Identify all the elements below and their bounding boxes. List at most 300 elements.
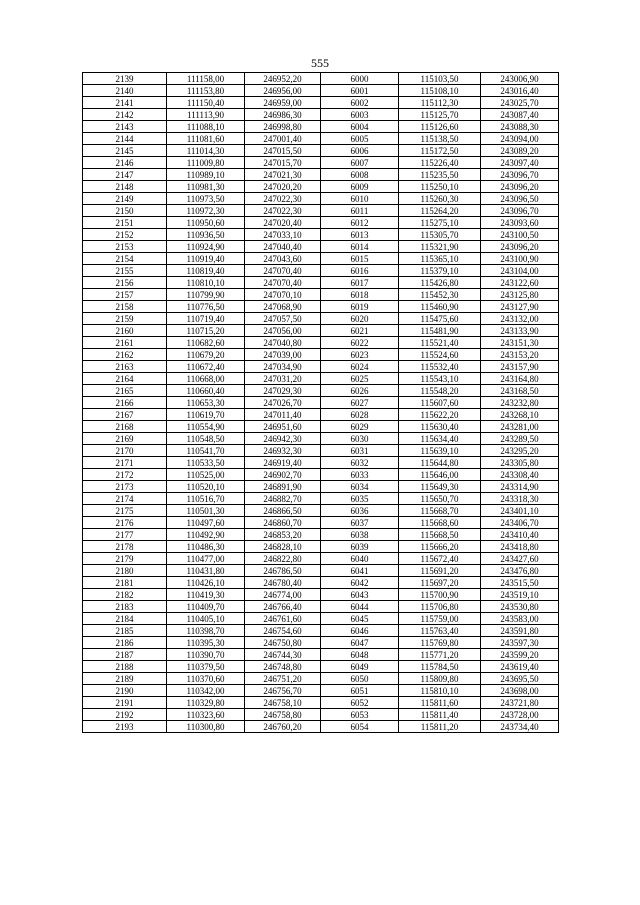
- point-number-right: 6016: [321, 265, 399, 277]
- table-row: [83, 385, 559, 397]
- point-number-left: 2172: [83, 469, 167, 481]
- point-number-right: 6024: [321, 361, 399, 373]
- point-number-right: 6020: [321, 313, 399, 325]
- point-number-right: 6005: [321, 133, 399, 145]
- x-coordinate-left: 111113,90: [167, 109, 245, 121]
- x-coordinate-right: 115264,20: [399, 205, 481, 217]
- x-coordinate-left: 110541,70: [167, 445, 245, 457]
- x-coordinate-left: 110719,40: [167, 313, 245, 325]
- point-number-right: 6028: [321, 409, 399, 421]
- x-coordinate-left: 110520,10: [167, 481, 245, 493]
- table-row: [83, 601, 559, 613]
- table-row: [83, 157, 559, 169]
- point-number-left: 2151: [83, 217, 167, 229]
- y-coordinate-right: 243096,20: [481, 181, 559, 193]
- y-coordinate-right: 243151,30: [481, 337, 559, 349]
- x-coordinate-right: 115666,20: [399, 541, 481, 553]
- x-coordinate-left: 110370,60: [167, 673, 245, 685]
- table-row: [83, 637, 559, 649]
- table-row: [83, 445, 559, 457]
- point-number-left: 2179: [83, 553, 167, 565]
- point-number-right: 6029: [321, 421, 399, 433]
- x-coordinate-left: 110419,30: [167, 589, 245, 601]
- y-coordinate-right: 243094,00: [481, 133, 559, 145]
- y-coordinate-right: 243418,80: [481, 541, 559, 553]
- table-row: [83, 337, 559, 349]
- y-coordinate-left: 247068,90: [245, 301, 321, 313]
- y-coordinate-right: 243599,20: [481, 649, 559, 661]
- table-row: [83, 121, 559, 133]
- table-row: [83, 109, 559, 121]
- table-row: [83, 145, 559, 157]
- table-row: [83, 181, 559, 193]
- y-coordinate-right: 243318,30: [481, 493, 559, 505]
- y-coordinate-right: 243096,50: [481, 193, 559, 205]
- point-number-right: 6015: [321, 253, 399, 265]
- y-coordinate-right: 243410,40: [481, 529, 559, 541]
- y-coordinate-left: 247040,80: [245, 337, 321, 349]
- y-coordinate-right: 243734,40: [481, 721, 559, 733]
- x-coordinate-right: 115235,50: [399, 169, 481, 181]
- y-coordinate-left: 246758,10: [245, 697, 321, 709]
- y-coordinate-right: 243093,60: [481, 217, 559, 229]
- point-number-left: 2147: [83, 169, 167, 181]
- x-coordinate-left: 110426,10: [167, 577, 245, 589]
- x-coordinate-right: 115630,40: [399, 421, 481, 433]
- y-coordinate-right: 243016,40: [481, 85, 559, 97]
- point-number-left: 2185: [83, 625, 167, 637]
- page-number: 555: [311, 56, 329, 70]
- x-coordinate-left: 110477,00: [167, 553, 245, 565]
- point-number-left: 2149: [83, 193, 167, 205]
- x-coordinate-right: 115607,60: [399, 397, 481, 409]
- x-coordinate-right: 115103,50: [399, 73, 481, 85]
- point-number-right: 6026: [321, 385, 399, 397]
- x-coordinate-right: 115668,50: [399, 529, 481, 541]
- y-coordinate-left: 246754,60: [245, 625, 321, 637]
- x-coordinate-right: 115260,30: [399, 193, 481, 205]
- x-coordinate-right: 115379,10: [399, 265, 481, 277]
- y-coordinate-right: 243401,10: [481, 505, 559, 517]
- x-coordinate-right: 115784,50: [399, 661, 481, 673]
- point-number-right: 6000: [321, 73, 399, 85]
- coordinates-table-body: [83, 73, 559, 733]
- table-row: [83, 253, 559, 265]
- point-number-right: 6014: [321, 241, 399, 253]
- y-coordinate-left: 246853,20: [245, 529, 321, 541]
- point-number-left: 2150: [83, 205, 167, 217]
- y-coordinate-right: 243232,80: [481, 397, 559, 409]
- x-coordinate-left: 110682,60: [167, 337, 245, 349]
- y-coordinate-left: 246750,80: [245, 637, 321, 649]
- x-coordinate-left: 110501,30: [167, 505, 245, 517]
- x-coordinate-left: 110924,90: [167, 241, 245, 253]
- point-number-left: 2162: [83, 349, 167, 361]
- x-coordinate-right: 115524,60: [399, 349, 481, 361]
- x-coordinate-right: 115622,20: [399, 409, 481, 421]
- point-number-right: 6037: [321, 517, 399, 529]
- point-number-left: 2175: [83, 505, 167, 517]
- x-coordinate-right: 115646,00: [399, 469, 481, 481]
- x-coordinate-left: 110533,50: [167, 457, 245, 469]
- x-coordinate-right: 115811,20: [399, 721, 481, 733]
- point-number-left: 2187: [83, 649, 167, 661]
- x-coordinate-left: 110660,40: [167, 385, 245, 397]
- point-number-left: 2171: [83, 457, 167, 469]
- point-number-left: 2180: [83, 565, 167, 577]
- point-number-left: 2140: [83, 85, 167, 97]
- table-row: [83, 673, 559, 685]
- x-coordinate-left: 110329,80: [167, 697, 245, 709]
- y-coordinate-left: 246952,20: [245, 73, 321, 85]
- x-coordinate-left: 110516,70: [167, 493, 245, 505]
- y-coordinate-left: 247001,40: [245, 133, 321, 145]
- y-coordinate-left: 246866,50: [245, 505, 321, 517]
- y-coordinate-right: 243100,90: [481, 253, 559, 265]
- table-row: [83, 493, 559, 505]
- point-number-right: 6044: [321, 601, 399, 613]
- point-number-left: 2155: [83, 265, 167, 277]
- y-coordinate-left: 246822,80: [245, 553, 321, 565]
- table-row: [83, 133, 559, 145]
- point-number-right: 6001: [321, 85, 399, 97]
- x-coordinate-left: 110799,90: [167, 289, 245, 301]
- x-coordinate-left: 110492,90: [167, 529, 245, 541]
- point-number-right: 6036: [321, 505, 399, 517]
- point-number-left: 2152: [83, 229, 167, 241]
- x-coordinate-left: 110776,50: [167, 301, 245, 313]
- x-coordinate-left: 110379,50: [167, 661, 245, 673]
- table-row: [83, 409, 559, 421]
- point-number-right: 6031: [321, 445, 399, 457]
- table-row: [83, 697, 559, 709]
- y-coordinate-left: 246780,40: [245, 577, 321, 589]
- x-coordinate-right: 115250,10: [399, 181, 481, 193]
- x-coordinate-right: 115126,60: [399, 121, 481, 133]
- point-number-left: 2193: [83, 721, 167, 733]
- y-coordinate-left: 246758,80: [245, 709, 321, 721]
- y-coordinate-left: 246774,00: [245, 589, 321, 601]
- y-coordinate-left: 246761,60: [245, 613, 321, 625]
- point-number-left: 2154: [83, 253, 167, 265]
- point-number-right: 6019: [321, 301, 399, 313]
- point-number-right: 6033: [321, 469, 399, 481]
- table-row: [83, 325, 559, 337]
- x-coordinate-left: 111150,40: [167, 97, 245, 109]
- x-coordinate-right: 115460,90: [399, 301, 481, 313]
- point-number-right: 6047: [321, 637, 399, 649]
- y-coordinate-left: 247011,40: [245, 409, 321, 421]
- y-coordinate-left: 246902,70: [245, 469, 321, 481]
- point-number-right: 6008: [321, 169, 399, 181]
- table-row: [83, 205, 559, 217]
- y-coordinate-left: 247070,10: [245, 289, 321, 301]
- point-number-right: 6006: [321, 145, 399, 157]
- y-coordinate-right: 243308,40: [481, 469, 559, 481]
- table-row: [83, 481, 559, 493]
- point-number-left: 2139: [83, 73, 167, 85]
- x-coordinate-right: 115275,10: [399, 217, 481, 229]
- y-coordinate-left: 246828,10: [245, 541, 321, 553]
- y-coordinate-left: 246891,90: [245, 481, 321, 493]
- y-coordinate-right: 243698,00: [481, 685, 559, 697]
- coordinates-table: [82, 72, 559, 733]
- point-number-right: 6004: [321, 121, 399, 133]
- y-coordinate-right: 243519,10: [481, 589, 559, 601]
- x-coordinate-left: 110672,40: [167, 361, 245, 373]
- point-number-left: 2166: [83, 397, 167, 409]
- point-number-right: 6017: [321, 277, 399, 289]
- point-number-left: 2170: [83, 445, 167, 457]
- y-coordinate-right: 243127,90: [481, 301, 559, 313]
- x-coordinate-right: 115697,20: [399, 577, 481, 589]
- y-coordinate-left: 247057,50: [245, 313, 321, 325]
- x-coordinate-left: 111014,30: [167, 145, 245, 157]
- point-number-left: 2190: [83, 685, 167, 697]
- y-coordinate-right: 243597,30: [481, 637, 559, 649]
- point-number-left: 2156: [83, 277, 167, 289]
- table-row: [83, 277, 559, 289]
- point-number-left: 2143: [83, 121, 167, 133]
- y-coordinate-left: 246744,30: [245, 649, 321, 661]
- x-coordinate-right: 115226,40: [399, 157, 481, 169]
- point-number-right: 6021: [321, 325, 399, 337]
- x-coordinate-right: 115112,30: [399, 97, 481, 109]
- y-coordinate-right: 243157,90: [481, 361, 559, 373]
- table-row: [83, 229, 559, 241]
- point-number-left: 2153: [83, 241, 167, 253]
- table-row: [83, 553, 559, 565]
- table-row: [83, 73, 559, 85]
- y-coordinate-right: 243168,50: [481, 385, 559, 397]
- table-row: [83, 529, 559, 541]
- point-number-left: 2159: [83, 313, 167, 325]
- x-coordinate-right: 115672,40: [399, 553, 481, 565]
- table-row: [83, 517, 559, 529]
- y-coordinate-right: 243096,20: [481, 241, 559, 253]
- y-coordinate-right: 243122,60: [481, 277, 559, 289]
- point-number-right: 6009: [321, 181, 399, 193]
- point-number-left: 2168: [83, 421, 167, 433]
- x-coordinate-right: 115649,30: [399, 481, 481, 493]
- x-coordinate-left: 110973,50: [167, 193, 245, 205]
- x-coordinate-right: 115668,70: [399, 505, 481, 517]
- point-number-right: 6039: [321, 541, 399, 553]
- x-coordinate-right: 115452,30: [399, 289, 481, 301]
- y-coordinate-left: 247021,30: [245, 169, 321, 181]
- y-coordinate-left: 246986,30: [245, 109, 321, 121]
- table-row: [83, 661, 559, 673]
- x-coordinate-left: 110486,30: [167, 541, 245, 553]
- point-number-right: 6042: [321, 577, 399, 589]
- table-row: [83, 625, 559, 637]
- point-number-right: 6043: [321, 589, 399, 601]
- y-coordinate-left: 246942,30: [245, 433, 321, 445]
- point-number-left: 2178: [83, 541, 167, 553]
- point-number-right: 6022: [321, 337, 399, 349]
- y-coordinate-left: 246751,20: [245, 673, 321, 685]
- point-number-left: 2158: [83, 301, 167, 313]
- x-coordinate-right: 115634,40: [399, 433, 481, 445]
- x-coordinate-right: 115426,80: [399, 277, 481, 289]
- point-number-left: 2177: [83, 529, 167, 541]
- x-coordinate-right: 115668,60: [399, 517, 481, 529]
- y-coordinate-left: 247034,90: [245, 361, 321, 373]
- y-coordinate-right: 243695,50: [481, 673, 559, 685]
- x-coordinate-right: 115650,70: [399, 493, 481, 505]
- y-coordinate-left: 247031,20: [245, 373, 321, 385]
- point-number-right: 6045: [321, 613, 399, 625]
- y-coordinate-right: 243583,00: [481, 613, 559, 625]
- point-number-right: 6010: [321, 193, 399, 205]
- y-coordinate-right: 243096,70: [481, 205, 559, 217]
- x-coordinate-left: 111088,10: [167, 121, 245, 133]
- x-coordinate-right: 115809,80: [399, 673, 481, 685]
- point-number-left: 2157: [83, 289, 167, 301]
- x-coordinate-left: 110679,20: [167, 349, 245, 361]
- x-coordinate-right: 115543,10: [399, 373, 481, 385]
- point-number-right: 6050: [321, 673, 399, 685]
- y-coordinate-right: 243268,10: [481, 409, 559, 421]
- table-row: [83, 649, 559, 661]
- y-coordinate-right: 243089,20: [481, 145, 559, 157]
- x-coordinate-left: 110300,80: [167, 721, 245, 733]
- y-coordinate-left: 246951,60: [245, 421, 321, 433]
- table-row: [83, 565, 559, 577]
- point-number-right: 6049: [321, 661, 399, 673]
- x-coordinate-left: 110409,70: [167, 601, 245, 613]
- point-number-left: 2184: [83, 613, 167, 625]
- y-coordinate-right: 243125,80: [481, 289, 559, 301]
- x-coordinate-left: 110972,30: [167, 205, 245, 217]
- point-number-right: 6035: [321, 493, 399, 505]
- x-coordinate-left: 110950,60: [167, 217, 245, 229]
- table-row: [83, 613, 559, 625]
- point-number-left: 2182: [83, 589, 167, 601]
- point-number-left: 2192: [83, 709, 167, 721]
- y-coordinate-right: 243097,40: [481, 157, 559, 169]
- x-coordinate-left: 110395,30: [167, 637, 245, 649]
- table-row: [83, 361, 559, 373]
- x-coordinate-left: 110981,30: [167, 181, 245, 193]
- y-coordinate-left: 247015,50: [245, 145, 321, 157]
- x-coordinate-left: 110810,10: [167, 277, 245, 289]
- y-coordinate-right: 243515,50: [481, 577, 559, 589]
- y-coordinate-right: 243133,90: [481, 325, 559, 337]
- table-row: [83, 577, 559, 589]
- y-coordinate-left: 247070,40: [245, 277, 321, 289]
- y-coordinate-right: 243314,90: [481, 481, 559, 493]
- y-coordinate-right: 243406,70: [481, 517, 559, 529]
- point-number-right: 6002: [321, 97, 399, 109]
- x-coordinate-left: 111009,80: [167, 157, 245, 169]
- table-row: [83, 469, 559, 481]
- x-coordinate-right: 115691,20: [399, 565, 481, 577]
- point-number-left: 2148: [83, 181, 167, 193]
- x-coordinate-right: 115481,90: [399, 325, 481, 337]
- x-coordinate-right: 115763,40: [399, 625, 481, 637]
- x-coordinate-left: 111081,60: [167, 133, 245, 145]
- y-coordinate-right: 243281,00: [481, 421, 559, 433]
- y-coordinate-left: 247020,20: [245, 181, 321, 193]
- x-coordinate-right: 115321,90: [399, 241, 481, 253]
- y-coordinate-left: 246932,30: [245, 445, 321, 457]
- table-row: [83, 541, 559, 553]
- y-coordinate-left: 247043,60: [245, 253, 321, 265]
- y-coordinate-right: 243104,00: [481, 265, 559, 277]
- y-coordinate-left: 247039,00: [245, 349, 321, 361]
- y-coordinate-right: 243100,50: [481, 229, 559, 241]
- y-coordinate-right: 243087,40: [481, 109, 559, 121]
- x-coordinate-left: 110668,00: [167, 373, 245, 385]
- y-coordinate-right: 243728,00: [481, 709, 559, 721]
- x-coordinate-left: 110497,60: [167, 517, 245, 529]
- x-coordinate-right: 115125,70: [399, 109, 481, 121]
- point-number-right: 6051: [321, 685, 399, 697]
- y-coordinate-right: 243289,50: [481, 433, 559, 445]
- point-number-right: 6007: [321, 157, 399, 169]
- table-row: [83, 721, 559, 733]
- point-number-left: 2181: [83, 577, 167, 589]
- point-number-left: 2167: [83, 409, 167, 421]
- x-coordinate-right: 115706,80: [399, 601, 481, 613]
- point-number-left: 2145: [83, 145, 167, 157]
- y-coordinate-right: 243006,90: [481, 73, 559, 85]
- y-coordinate-right: 243721,80: [481, 697, 559, 709]
- y-coordinate-left: 247056,00: [245, 325, 321, 337]
- point-number-left: 2146: [83, 157, 167, 169]
- x-coordinate-left: 110554,90: [167, 421, 245, 433]
- table-row: [83, 349, 559, 361]
- x-coordinate-right: 115644,80: [399, 457, 481, 469]
- x-coordinate-left: 110405,10: [167, 613, 245, 625]
- point-number-left: 2144: [83, 133, 167, 145]
- y-coordinate-left: 246760,20: [245, 721, 321, 733]
- point-number-left: 2188: [83, 661, 167, 673]
- x-coordinate-left: 110819,40: [167, 265, 245, 277]
- x-coordinate-left: 110342,00: [167, 685, 245, 697]
- point-number-left: 2165: [83, 385, 167, 397]
- point-number-left: 2173: [83, 481, 167, 493]
- y-coordinate-left: 247026,70: [245, 397, 321, 409]
- x-coordinate-left: 110619,70: [167, 409, 245, 421]
- point-number-left: 2183: [83, 601, 167, 613]
- x-coordinate-left: 110989,10: [167, 169, 245, 181]
- y-coordinate-right: 243088,30: [481, 121, 559, 133]
- y-coordinate-left: 246756,70: [245, 685, 321, 697]
- point-number-left: 2174: [83, 493, 167, 505]
- x-coordinate-right: 115305,70: [399, 229, 481, 241]
- x-coordinate-right: 115521,40: [399, 337, 481, 349]
- point-number-right: 6053: [321, 709, 399, 721]
- x-coordinate-left: 111158,00: [167, 73, 245, 85]
- point-number-right: 6052: [321, 697, 399, 709]
- y-coordinate-left: 246860,70: [245, 517, 321, 529]
- table-row: [83, 685, 559, 697]
- table-row: [83, 313, 559, 325]
- y-coordinate-left: 246959,00: [245, 97, 321, 109]
- point-number-right: 6003: [321, 109, 399, 121]
- y-coordinate-right: 243427,60: [481, 553, 559, 565]
- y-coordinate-right: 243164,80: [481, 373, 559, 385]
- x-coordinate-left: 110936,50: [167, 229, 245, 241]
- point-number-right: 6025: [321, 373, 399, 385]
- table-row: [83, 457, 559, 469]
- x-coordinate-left: 110919,40: [167, 253, 245, 265]
- x-coordinate-right: 115811,60: [399, 697, 481, 709]
- x-coordinate-left: 110715,20: [167, 325, 245, 337]
- table-row: [83, 97, 559, 109]
